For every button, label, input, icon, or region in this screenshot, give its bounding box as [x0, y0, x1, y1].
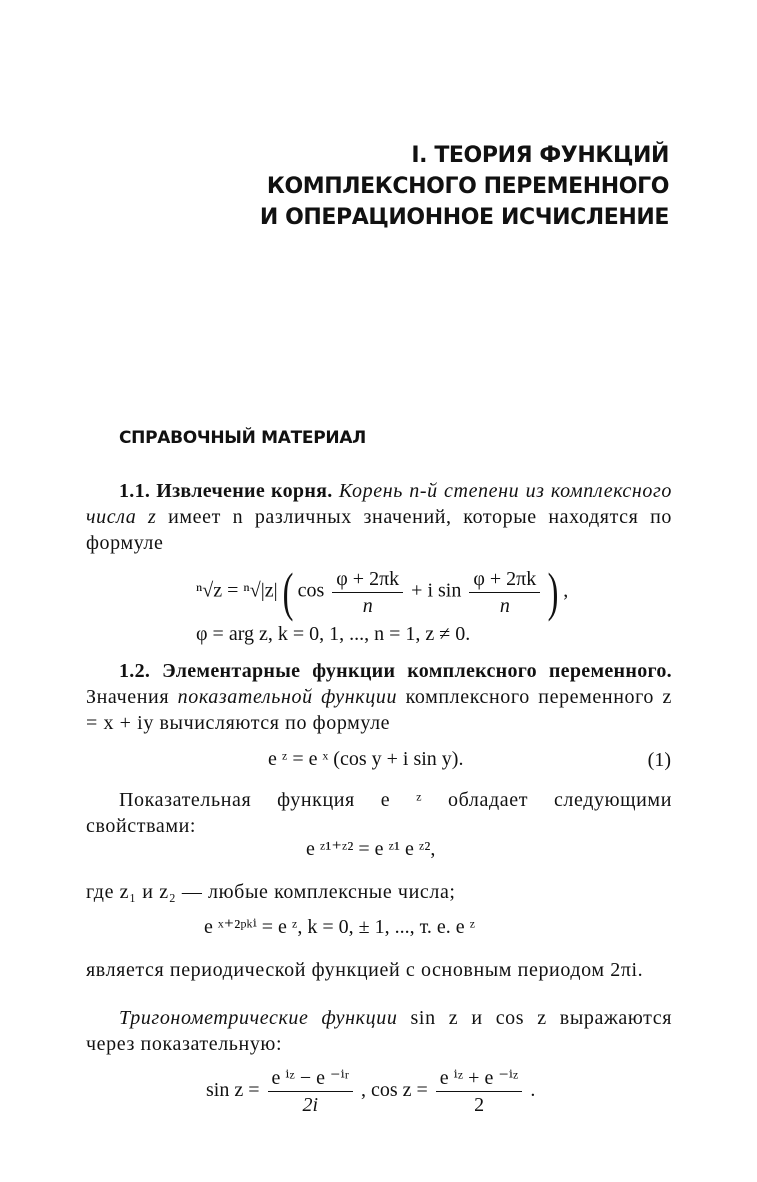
- equation-1: e ᶻ = e ˣ (cos y + i sin y).: [268, 748, 464, 770]
- formula-nth-root: [196, 562, 569, 622]
- formula-cos-lhs: , cos z =: [360, 1079, 428, 1102]
- fraction-denominator: n: [362, 594, 373, 617]
- formula-cos: cos: [297, 579, 325, 602]
- formula-conditions: φ = arg z, k = 0, 1, ..., n = 1, z ≠ 0.: [196, 623, 471, 645]
- paragraph-text: имеет n различных значений, которые находятся по формуле: [86, 506, 672, 554]
- fraction-denominator: 2i: [302, 1094, 319, 1116]
- formula-sin-lhs: sin z =: [206, 1079, 260, 1102]
- paragraph-exp-properties: Показательная функция e ᶻ обладает следующими свойствами:: [86, 789, 672, 837]
- fraction-numerator: φ + 2πk: [469, 566, 540, 593]
- fraction-numerator: e ⁱᶻ + e ⁻ⁱᶻ: [436, 1065, 523, 1092]
- paragraph-heading: 1.1. Извлечение корня.: [119, 480, 333, 502]
- fraction-numerator: φ + 2πk: [332, 566, 403, 593]
- paragraph-text: Значения: [86, 686, 170, 708]
- italic-definition: Корень n-й степени из комплексного числа z: [86, 480, 672, 528]
- chapter-title-line-3: И ОПЕРАЦИОННОЕ ИСЧИСЛЕНИЕ: [259, 205, 669, 230]
- fraction-denominator: 2: [474, 1094, 485, 1116]
- paragraph-text: sin z и cos z выражаются через показательную:: [86, 1007, 672, 1055]
- fraction-cos: [332, 566, 403, 619]
- chapter-title-line-1: I. ТЕОРИЯ ФУНКЦИЙ: [411, 143, 669, 168]
- paragraph-heading: 1.2. Элементарные функции комплексного переменного.: [119, 660, 672, 682]
- formula-plus-isin: + i sin: [411, 579, 462, 602]
- italic-term: показательной функции: [177, 686, 398, 708]
- formula-exp-sum: e ᶻ¹⁺ᶻ² = e ᶻ¹ e ᶻ²,: [306, 838, 436, 860]
- italic-term: Тригонометрические функции: [119, 1007, 398, 1029]
- paragraph-elementary-functions: [86, 658, 672, 736]
- left-paren: (: [282, 562, 293, 622]
- paragraph-periodic: является периодической функцией с основным периодом 2πi.: [86, 959, 644, 981]
- formula-tail: ,: [563, 579, 569, 602]
- paragraph-arbitrary-numbers: где z₁ и z₂ — любые комплексные числа;: [86, 881, 456, 903]
- fraction-sin-exp: [268, 1065, 353, 1118]
- paragraph-root-extraction: [86, 478, 672, 556]
- formula-end: .: [530, 1079, 536, 1102]
- fraction-cos-exp: [436, 1065, 523, 1118]
- equation-number: (1): [647, 749, 671, 771]
- fraction-sin: [469, 566, 540, 619]
- right-paren: ): [547, 562, 559, 622]
- chapter-title-line-2: КОМПЛЕКСНОГО ПЕРЕМЕННОГО: [266, 174, 669, 199]
- paragraph-trig: [86, 1005, 672, 1057]
- formula-periodicity: e ˣ⁺²ᵖᵏⁱ = e ᶻ, k = 0, ± 1, ..., т. е. e ᶻ: [204, 916, 476, 938]
- paragraph-text: комплексного переменного z = x + iy вычисляются по формуле: [86, 686, 672, 734]
- section-title: СПРАВОЧНЫЙ МАТЕРИАЛ: [119, 428, 367, 448]
- formula-lhs: ⁿ√z = ⁿ√|z|: [196, 579, 278, 602]
- fraction-denominator: n: [499, 594, 510, 617]
- fraction-numerator: e ⁱᶻ − e ⁻ⁱʳ: [268, 1065, 353, 1092]
- formula-trig: [206, 1065, 535, 1118]
- chapter-title: [260, 140, 669, 233]
